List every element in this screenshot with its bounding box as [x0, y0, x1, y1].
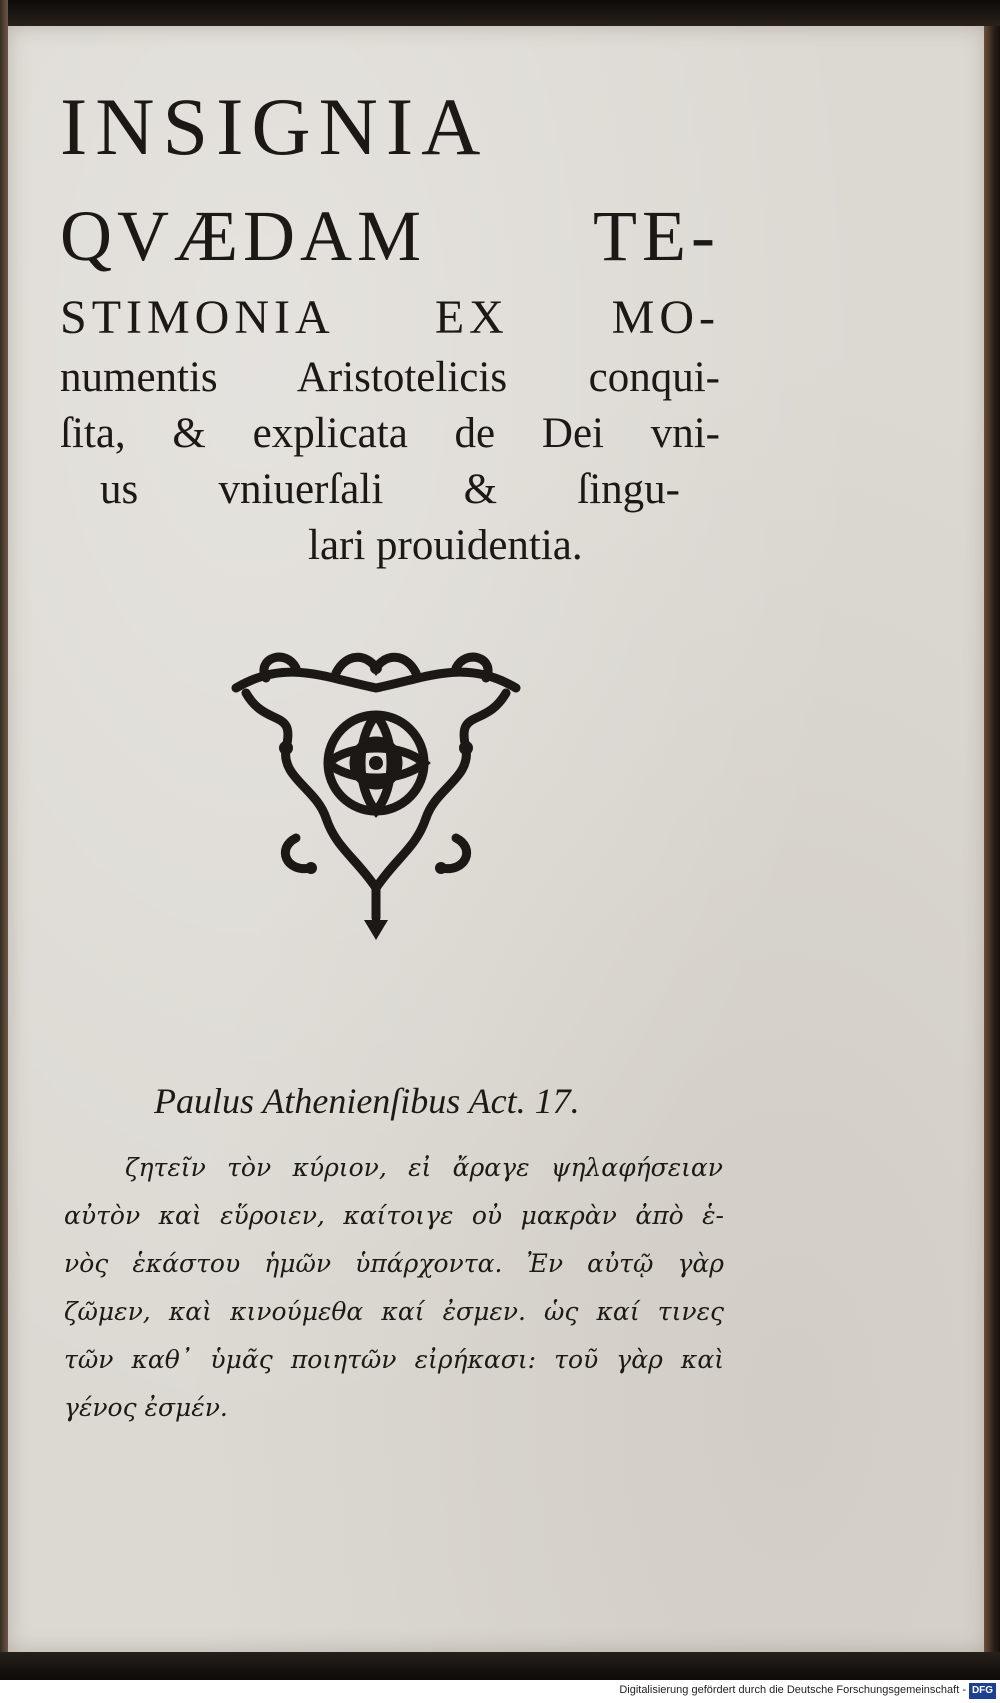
title-line-2: QVÆDAM TE-: [60, 196, 720, 276]
funding-credit: Digitalisierung gefördert durch die Deutsche Forschungsgemeinschaft -: [619, 1684, 966, 1696]
title-body-line: lari prouidentia.: [308, 522, 583, 569]
scripture-citation: Paulus Athenienſibus Act. 17.: [154, 1081, 580, 1121]
greek-text-line: τῶν καθ᾽ ὑμᾶς ποιητῶν εἰρήκασι: τοῦ γὰρ καὶ: [64, 1345, 724, 1374]
title-line-1: INSIGNIA: [60, 81, 489, 172]
binding-right-edge: [984, 26, 1000, 1652]
title-line-3: STIMONIA EX MO-: [60, 291, 720, 344]
title-body-line: us vniuerſali & ſingu-: [100, 466, 680, 513]
binding-top-edge: [8, 0, 1000, 28]
title-body-line: ſita, & explicata de Dei vni-: [60, 410, 720, 457]
dfg-logo-icon: DFG: [969, 1683, 996, 1699]
greek-text-line: ζητεῖν τὸν κύριον, εἰ ἄραγε ψηλαφήσειαν: [125, 1153, 723, 1182]
digitization-footer: [0, 1680, 1000, 1703]
binding-left-edge: [0, 0, 8, 1680]
printers-fleuron-ornament-icon: [226, 648, 526, 948]
greek-text-line: ζῶμεν, καὶ κινούμεθα καί ἐσμεν. ὡς καί τινες: [64, 1297, 724, 1326]
greek-text-line: νὸς ἑκάστου ἡμῶν ὑπάρχοντα. Ἐν αὐτῷ γὰρ: [64, 1249, 724, 1278]
binding-bottom-edge: [0, 1652, 1000, 1680]
greek-text-line: γένος ἐσμέν.: [64, 1393, 228, 1422]
greek-text-line: αὐτὸν καὶ εὕροιεν, καίτοιγε οὐ μακρὰν ἀπὸ ἑ-: [64, 1201, 724, 1230]
title-body-line: numentis Aristotelicis conqui-: [60, 354, 720, 401]
